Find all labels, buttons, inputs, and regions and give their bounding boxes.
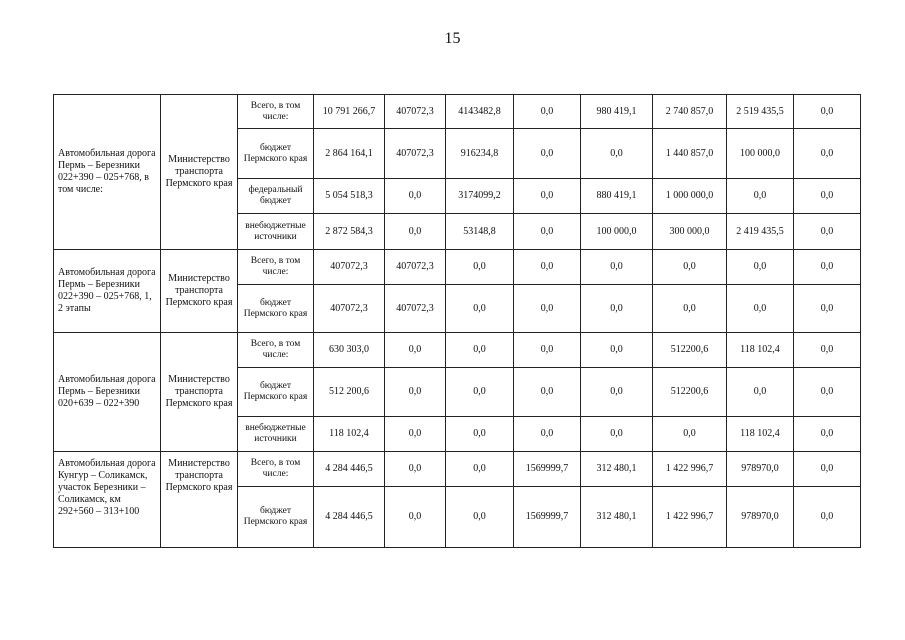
amount-cell: 4 284 446,5 (314, 487, 385, 548)
amount-cell: 0,0 (653, 285, 727, 333)
amount-cell: 0,0 (794, 95, 861, 129)
amount-cell: 0,0 (514, 214, 581, 250)
amount-cell: 0,0 (514, 285, 581, 333)
amount-cell: 1569999,7 (514, 452, 581, 487)
organization-cell: Министерство транспорта Пермского края (161, 452, 238, 548)
amount-cell: 0,0 (727, 179, 794, 214)
amount-cell: 407072,3 (385, 250, 446, 285)
amount-cell: 0,0 (514, 368, 581, 417)
funding-source-cell: бюджет Пермского края (238, 368, 314, 417)
amount-cell: 0,0 (446, 487, 514, 548)
table-row (54, 452, 861, 487)
amount-cell: 0,0 (727, 368, 794, 417)
object-name-cell: Автомобильная дорога Пермь – Березники 022+390 – 025+768, в том числе: (54, 95, 161, 250)
amount-cell: 0,0 (446, 417, 514, 452)
amount-cell: 630 303,0 (314, 333, 385, 368)
amount-cell: 2 872 584,3 (314, 214, 385, 250)
organization-cell: Министерство транспорта Пермского края (161, 333, 238, 452)
amount-cell: 10 791 266,7 (314, 95, 385, 129)
amount-cell: 0,0 (446, 452, 514, 487)
amount-cell: 1 422 996,7 (653, 487, 727, 548)
object-name-cell: Автомобильная дорога Пермь – Березники 020+639 – 022+390 (54, 333, 161, 452)
amount-cell: 0,0 (794, 452, 861, 487)
amount-cell: 118 102,4 (314, 417, 385, 452)
funding-source-cell: Всего, в том числе: (238, 452, 314, 487)
amount-cell: 407072,3 (385, 95, 446, 129)
amount-cell: 0,0 (514, 250, 581, 285)
amount-cell: 0,0 (514, 417, 581, 452)
object-name-cell: Автомобильная дорога Пермь – Березники 022+390 – 025+768, 1, 2 этапы (54, 250, 161, 333)
amount-cell: 0,0 (727, 250, 794, 285)
amount-cell: 0,0 (794, 285, 861, 333)
amount-cell: 0,0 (794, 333, 861, 368)
amount-cell: 0,0 (385, 417, 446, 452)
amount-cell: 0,0 (794, 129, 861, 179)
amount-cell: 0,0 (727, 285, 794, 333)
funding-source-cell: бюджет Пермского края (238, 129, 314, 179)
amount-cell: 880 419,1 (581, 179, 653, 214)
funding-source-cell: бюджет Пермского края (238, 487, 314, 548)
amount-cell: 0,0 (385, 368, 446, 417)
table-row (54, 95, 861, 129)
amount-cell: 407072,3 (385, 285, 446, 333)
funding-source-cell: Всего, в том числе: (238, 95, 314, 129)
amount-cell: 0,0 (514, 129, 581, 179)
amount-cell: 0,0 (385, 452, 446, 487)
amount-cell: 2 864 164,1 (314, 129, 385, 179)
funding-source-cell: бюджет Пермского края (238, 285, 314, 333)
amount-cell: 407072,3 (314, 250, 385, 285)
amount-cell: 0,0 (446, 285, 514, 333)
amount-cell: 0,0 (581, 129, 653, 179)
funding-source-cell: Всего, в том числе: (238, 250, 314, 285)
amount-cell: 0,0 (581, 417, 653, 452)
amount-cell: 300 000,0 (653, 214, 727, 250)
amount-cell: 0,0 (446, 250, 514, 285)
amount-cell: 0,0 (581, 285, 653, 333)
amount-cell: 4143482,8 (446, 95, 514, 129)
amount-cell: 512200,6 (653, 368, 727, 417)
amount-cell: 0,0 (794, 417, 861, 452)
amount-cell: 916234,8 (446, 129, 514, 179)
amount-cell: 118 102,4 (727, 417, 794, 452)
amount-cell: 1 000 000,0 (653, 179, 727, 214)
amount-cell: 0,0 (653, 417, 727, 452)
amount-cell: 980 419,1 (581, 95, 653, 129)
amount-cell: 0,0 (446, 333, 514, 368)
amount-cell: 1 440 857,0 (653, 129, 727, 179)
amount-cell: 0,0 (385, 333, 446, 368)
amount-cell: 512200,6 (653, 333, 727, 368)
amount-cell: 0,0 (794, 487, 861, 548)
page-number: 15 (444, 30, 461, 47)
amount-cell: 53148,8 (446, 214, 514, 250)
object-name-cell: Автомобильная дорога Кунгур – Соликамск, участок Березники – Соликамск, км 292+560 – 313+100 (54, 452, 161, 548)
table-row (54, 250, 861, 285)
amount-cell: 0,0 (581, 333, 653, 368)
amount-cell: 2 419 435,5 (727, 214, 794, 250)
amount-cell: 0,0 (514, 179, 581, 214)
budget-table (53, 94, 861, 548)
table-row (54, 333, 861, 368)
amount-cell: 100 000,0 (581, 214, 653, 250)
amount-cell: 0,0 (385, 179, 446, 214)
amount-cell: 0,0 (794, 179, 861, 214)
organization-cell: Министерство транспорта Пермского края (161, 95, 238, 250)
amount-cell: 1 422 996,7 (653, 452, 727, 487)
amount-cell: 5 054 518,3 (314, 179, 385, 214)
amount-cell: 0,0 (385, 214, 446, 250)
amount-cell: 512 200,6 (314, 368, 385, 417)
amount-cell: 312 480,1 (581, 452, 653, 487)
amount-cell: 0,0 (794, 368, 861, 417)
funding-source-cell: Всего, в том числе: (238, 333, 314, 368)
amount-cell: 0,0 (581, 250, 653, 285)
amount-cell: 100 000,0 (727, 129, 794, 179)
amount-cell: 0,0 (446, 368, 514, 417)
amount-cell: 3174099,2 (446, 179, 514, 214)
amount-cell: 0,0 (581, 368, 653, 417)
amount-cell: 0,0 (653, 250, 727, 285)
amount-cell: 0,0 (794, 250, 861, 285)
amount-cell: 407072,3 (385, 129, 446, 179)
amount-cell: 1569999,7 (514, 487, 581, 548)
funding-source-cell: внебюджетные источники (238, 417, 314, 452)
amount-cell: 978970,0 (727, 452, 794, 487)
amount-cell: 2 519 435,5 (727, 95, 794, 129)
amount-cell: 0,0 (794, 214, 861, 250)
funding-source-cell: федеральный бюджет (238, 179, 314, 214)
amount-cell: 2 740 857,0 (653, 95, 727, 129)
funding-source-cell: внебюджетные источники (238, 214, 314, 250)
amount-cell: 312 480,1 (581, 487, 653, 548)
amount-cell: 4 284 446,5 (314, 452, 385, 487)
amount-cell: 0,0 (514, 333, 581, 368)
amount-cell: 407072,3 (314, 285, 385, 333)
amount-cell: 0,0 (385, 487, 446, 548)
amount-cell: 118 102,4 (727, 333, 794, 368)
amount-cell: 0,0 (514, 95, 581, 129)
organization-cell: Министерство транспорта Пермского края (161, 250, 238, 333)
amount-cell: 978970,0 (727, 487, 794, 548)
